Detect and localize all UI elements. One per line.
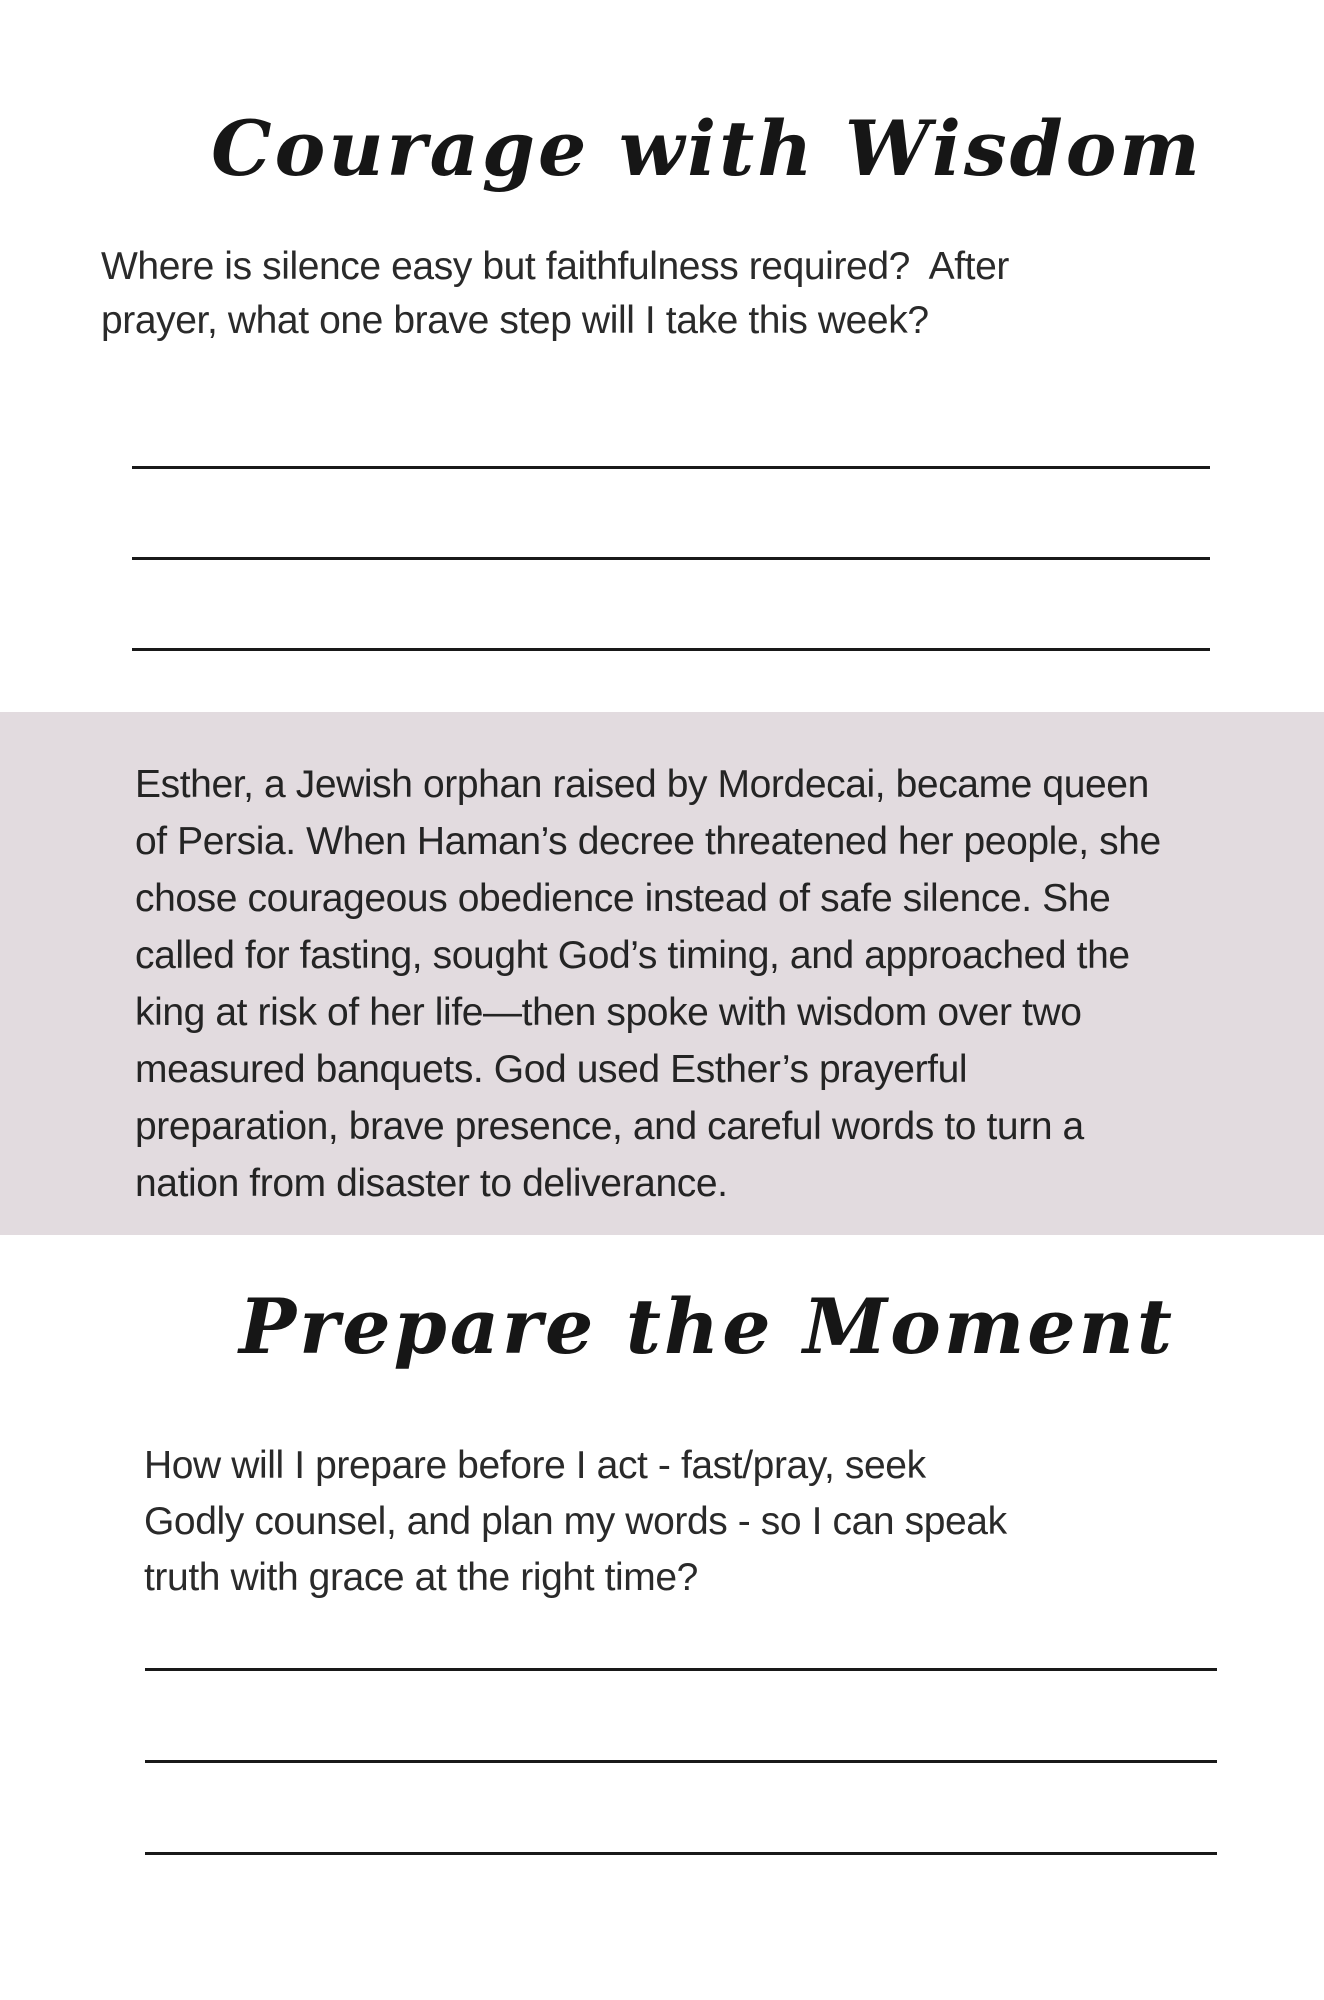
- writing-line: [132, 648, 1210, 651]
- writing-line: [145, 1852, 1217, 1855]
- text-line: preparation, brave presence, and careful words to turn a: [135, 1105, 1084, 1148]
- text-line: called for fasting, sought God’s timing, and approached the: [135, 934, 1130, 977]
- text-line: chose courageous obedience instead of safe silence. She: [135, 877, 1111, 920]
- text-line: Where is silence easy but faithfulness required? After: [101, 245, 1009, 288]
- text-line: king at risk of her life—then spoke with wisdom over two: [135, 991, 1082, 1034]
- section-title-prepare: Prepare the Moment: [239, 1282, 1175, 1371]
- esther-summary-text: [135, 756, 1161, 1212]
- text-line: measured banquets. God used Esther’s prayerful: [135, 1048, 968, 1091]
- writing-line: [145, 1760, 1217, 1763]
- text-line: truth with grace at the right time?: [144, 1556, 698, 1599]
- writing-line: [132, 557, 1210, 560]
- writing-line: [145, 1668, 1217, 1671]
- text-line: Esther, a Jewish orphan raised by Mordecai, became queen: [135, 763, 1149, 806]
- text-line: prayer, what one brave step will I take this week?: [101, 299, 929, 342]
- prepare-question: [144, 1438, 1007, 1606]
- text-line: nation from disaster to deliverance.: [135, 1162, 728, 1205]
- esther-summary-box: [0, 712, 1324, 1235]
- text-line: How will I prepare before I act - fast/pray, seek: [144, 1444, 926, 1487]
- text-line: of Persia. When Haman’s decree threatened her people, she: [135, 820, 1161, 863]
- writing-line: [132, 466, 1210, 469]
- text-line: Godly counsel, and plan my words - so I can speak: [144, 1500, 1007, 1543]
- courage-question: [101, 240, 1009, 348]
- section-title-courage: Courage with Wisdom: [211, 104, 1203, 193]
